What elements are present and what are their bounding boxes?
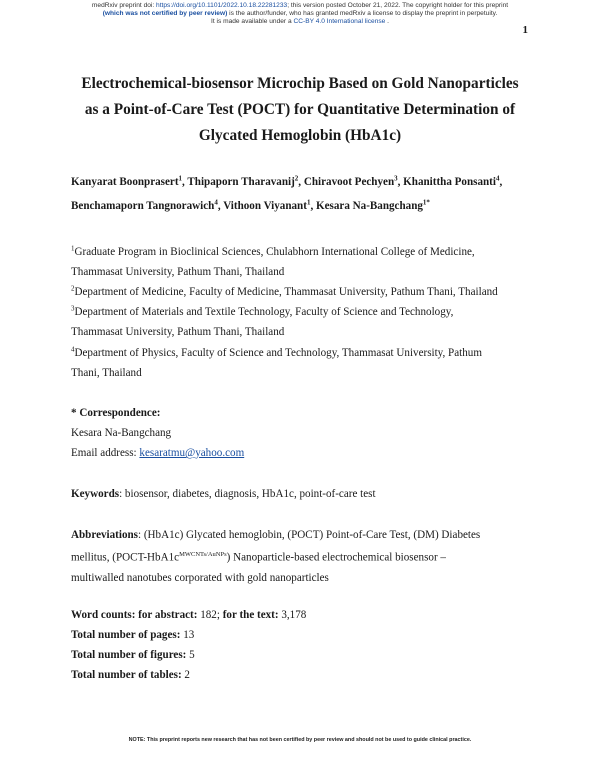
header-line-2: (which was not certified by peer review) is the author/funder, who has granted medRxiv a license to display the preprint in perpetuity. [102,10,498,17]
abbreviations: Abbreviations: (HbA1c) Glycated hemoglobin, (POCT) Point-of-Care Test, (DM) Diabetes mellitus, $(POCT-HbA1c^{MWCNTs/AuNPs})$ Nanoparticle-based electrochemical biosensor – multiwalled nanotubes corporated with gold nanoparticles [71,529,481,584]
preprint-header [0,2,600,26]
preprint-footer-note: NOTE: This preprint reports new research that has not been certified by peer review and should not be used to guide clinical practice. [128,737,472,743]
email-link[interactable]: kesaratmu@yahoo.com [139,447,245,459]
correspondence-name: Kesara Na-Bangchang [71,427,172,439]
license-link[interactable]: CC-BY 4.0 International license [293,18,386,25]
author: Kesara Na-Bangchang$^{1*}$ [315,198,430,212]
page-number: 1 [522,24,528,36]
affiliation-1: $^1$Graduate Program in Bioclinical Sciences, Chulabhorn International College of Medicine, Thammasat University, Pathum Thani, Thailand [71,244,475,278]
header-line-1: medRxiv preprint doi: https://doi.org/10.1101/2022.10.18.22281233; this version posted October 21, 2022. The copyright holder for this preprint [91,2,509,9]
author-list [71,170,541,218]
table-count: Total number of tables: 2 [71,669,190,681]
correspondence [71,403,541,463]
author: Benchamaporn Tangnorawich$^4$, [71,198,224,212]
affiliation-4: $^4$Department of Physics, Faculty of Science and Technology, Thammasat University, Pathum Thani, Thailand [71,345,482,379]
figure-count: Total number of figures: 5 [71,649,195,661]
keywords: Keywords: biosensor, diabetes, diagnosis, HbA1c, point-of-care test [71,488,376,500]
author: Khanittha Ponsanti$^4$, [403,174,503,188]
word-counts: Word counts: for abstract: 182; for the text: 3,178 [71,609,307,621]
doi-link[interactable]: https://doi.org/10.1101/2022.10.18.22281233 [156,2,288,9]
correspondence-heading: * Correspondence: [71,407,161,419]
author: Thipaporn Tharavanij$^2$, [187,174,304,188]
correspondence-email: Email address: kesaratmu@yahoo.com [71,447,245,459]
affiliation-3: $^3$Department of Materials and Textile Technology, Faculty of Science and Technology, Thammasat University, Pathum Thani, Thailand [71,304,454,338]
paper-title: Electrochemical-biosensor Microchip Based on Gold Nanoparticles as a Point-of-Care Test (POCT) for Quantitative Determination of Glycated Hemoglobin (HbA1c) [81,75,519,144]
header-line-3: It is made available under a CC-BY 4.0 International license . [210,18,390,25]
affiliation-2: $^2$Department of Medicine, Faculty of Medicine, Thammasat University, Pathum Thani, Thailand [71,284,498,298]
counts [71,605,541,685]
page-count: Total number of pages: 13 [71,629,195,641]
author: Chiravoot Pechyen$^3$, [303,174,404,188]
author: Kanyarat Boonprasert$^1$, [71,174,188,188]
author: Vithoon Viyanant$^1$, [223,198,316,212]
